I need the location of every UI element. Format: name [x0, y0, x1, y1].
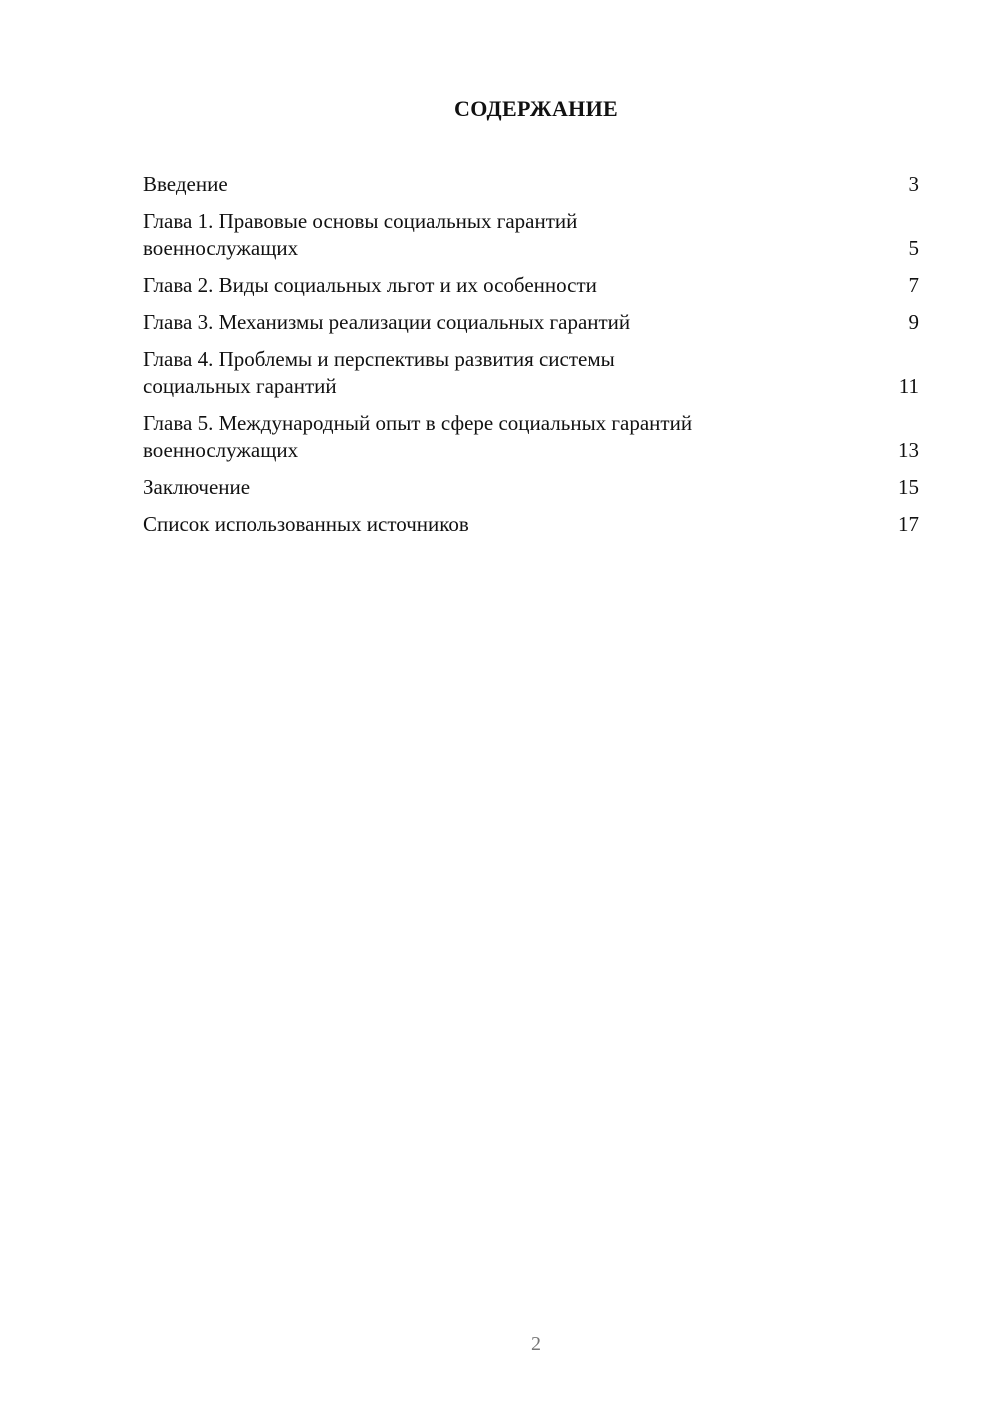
toc-entry-label-line: Глава 2. Виды социальных льгот и их особенности: [143, 273, 597, 297]
toc-entry-label-line: военнослужащих: [143, 236, 299, 260]
toc-entry-chapter-2[interactable]: [143, 272, 919, 299]
toc-entry-page: 17: [898, 512, 919, 536]
toc-entry-page: 9: [908, 310, 919, 334]
toc-entry-label: [143, 511, 469, 538]
toc-entry-label-line: Глава 1. Правовые основы социальных гарантий: [143, 209, 578, 233]
toc-entry-label: [143, 208, 577, 262]
toc-entry-label: [143, 410, 692, 464]
toc-entry-references[interactable]: [143, 511, 919, 538]
toc-entry-page: 15: [898, 475, 919, 499]
toc-entry-label: [143, 474, 250, 501]
toc-entry-page: 11: [898, 374, 919, 398]
toc-entry-label-line: Глава 5. Международный опыт в сфере социальных гарантий: [143, 411, 693, 435]
toc-entry-label-line: Глава 3. Механизмы реализации социальных гарантий: [143, 310, 631, 334]
toc-entry-introduction[interactable]: [143, 171, 919, 198]
toc-entry-label: [143, 171, 228, 198]
toc-entry-chapter-5[interactable]: [143, 410, 919, 464]
toc-entry-page: 13: [898, 438, 919, 462]
toc-entry-label-line: Глава 4. Проблемы и перспективы развития системы: [143, 347, 615, 371]
toc-entry-chapter-4[interactable]: [143, 346, 919, 400]
toc-entry-chapter-1[interactable]: [143, 208, 919, 262]
toc-entry-page: 5: [908, 236, 919, 260]
toc-entry-label-line: Заключение: [143, 475, 251, 499]
toc-entry-conclusion[interactable]: [143, 474, 919, 501]
toc-entry-page: 3: [908, 172, 919, 196]
toc-entry-label: [143, 309, 630, 336]
toc-entry-label: [143, 346, 615, 400]
page-number: 2: [531, 1333, 541, 1355]
toc-list: [143, 171, 919, 548]
toc-entry-label-line: военнослужащих: [143, 438, 299, 462]
toc-entry-label-line: Введение: [143, 172, 228, 196]
toc-entry-label-line: Список использованных источников: [143, 512, 469, 536]
toc-entry-label-line: социальных гарантий: [143, 374, 337, 398]
toc-entry-chapter-3[interactable]: [143, 309, 919, 336]
toc-title: СОДЕРЖАНИЕ: [454, 96, 618, 121]
toc-entry-label: [143, 272, 597, 299]
toc-entry-page: 7: [908, 273, 919, 297]
